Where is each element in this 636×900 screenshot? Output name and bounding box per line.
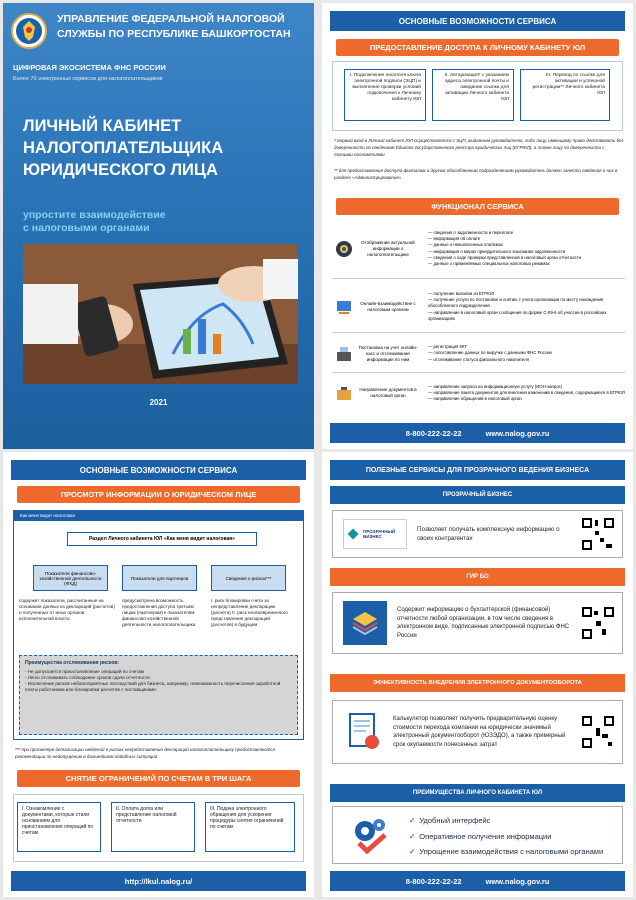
phone-number: 8-800-222-22-22	[405, 876, 462, 886]
access-step-1: I. Подключение носителя ключа электронной подписи (ЭЦП) и выполнение проверки условий подключения к Личному кабинету ЮЛ	[344, 69, 426, 121]
gears-check-icon	[347, 811, 395, 859]
lkul-link[interactable]: http://lkul.nalog.ru/	[124, 876, 193, 886]
pb-header: ПРОЗРАЧНЫЙ БИЗНЕС	[330, 486, 625, 504]
document-icon	[343, 709, 383, 755]
risks-text: I. риск блокировки счета за непредставление декларации (расчета) II. риск несвоевременного представления деклараций (расчетов) в будущем	[211, 598, 288, 627]
features-panel-2	[3, 452, 314, 897]
tablet-photo	[23, 244, 298, 384]
section-title: Раздел Личного кабинета ЮЛ «Как меня видит налоговая»	[67, 532, 257, 546]
limits-header: СНЯТИЕ ОГРАНИЧЕНИЙ ПО СЧЕТАМ В ТРИ ШАГА	[17, 770, 300, 787]
phone-number: 8-800-222-22-22	[405, 428, 462, 438]
advantages-box: Преимущества отслеживания рисков: - Не допускается приостановление операций по счетам - Легко отслеживать соблюдение сроков сдачи отчетности - Исключение рисков неблагоприятных последствий для бизнеса, например, невозможность перечисления заработной платы работникам или блокировки расчетов с поставщиками	[19, 655, 298, 735]
features-header-2: ОСНОВНЫЕ ВОЗМОЖНОСТИ СЕРВИСА	[11, 460, 306, 480]
column-partners: Показатели для партнеров	[122, 565, 197, 591]
pb-logo-icon	[346, 525, 360, 543]
cover-title: ЛИЧНЫЙ КАБИНЕТ НАЛОГОПЛАТЕЛЬЩИКА ЮРИДИЧЕСКОГО ЛИЦА	[23, 117, 224, 179]
site-link[interactable]: www.nalog.gov.ru	[485, 876, 550, 886]
func-row: Отображение актуальной информации о налогоплательщике — сведения о задолженности и переплате — информация об оплате — данные о невыясненных платежах — информация о мерах принудительного взыскания задолженности — сведения о ходе проверки представленной в налоговый орган отчетности — данные о применяемых специальных налоговых режимах	[332, 219, 625, 279]
column-risks: Сведения о рисках***	[211, 565, 286, 591]
check-icon: ✓	[409, 831, 416, 841]
contacts-footer-2	[330, 871, 625, 891]
ecosystem-title: ЦИФРОВАЯ ЭКОСИСТЕМА ФНС РОССИИ	[13, 63, 166, 72]
functions-header: ФУНКЦИОНАЛ СЕРВИСА	[336, 198, 619, 215]
limit-step-1: I. Ознакомление с документами, которые стали основанием для приостановления операций по счетам	[17, 802, 101, 852]
cover-year: 2021	[149, 398, 168, 407]
gir-qr-icon[interactable]	[580, 605, 616, 641]
benefit-item: ✓ Удобный интерфейс	[409, 815, 491, 825]
partners-text: предусмотрена возможность предоставления доступа третьим лицам (партнерам) к показателям финансово-хозяйственной деятельности налогоплательщика	[122, 598, 196, 627]
func-row: Направление документов в налоговый орган — направление запроса на информационную услугу (ИОН-запрос) — направление пакета документов для внесения изменений в сведения, содержащиеся в ЕГРЮЛ — направление обращений в налоговый орган	[332, 375, 625, 411]
gir-logo-icon	[343, 601, 387, 645]
fns-emblem-icon	[11, 13, 47, 49]
check-icon: ✓	[409, 815, 416, 825]
features-panel	[322, 3, 633, 449]
benefit-item: ✓ Упрощение взаимодействия с налоговыми органами	[409, 846, 604, 856]
advantages-card	[332, 806, 623, 864]
access-step-2: II. Авторизация* с указанием адреса электронной почты и ожидание ссылки для активации Личного кабинета ЮЛ	[432, 69, 514, 121]
view-note: *** при просмотре детализации сведений о рисках непредставления деклараций налогоплательщику предоставляются рекомендации по недопущению в дальнейшем подобных ситуаций	[15, 747, 275, 759]
view-tab: Как меня видит налоговая	[14, 511, 303, 521]
site-link[interactable]: www.nalog.gov.ru	[485, 428, 550, 438]
access-header: ПРЕДОСТАВЛЕНИЕ ДОСТУПА К ЛИЧНОМУ КАБИНЕТУ ЮЛ	[336, 39, 619, 56]
access-note-2: ** для предоставления доступа филиалам и другим обособленным подразделениям руководитель должен занести сведения о них в разделе «Администрирование»	[334, 168, 618, 180]
view-header: ПРОСМОТР ИНФОРМАЦИИ О ЮРИДИЧЕСКОМ ЛИЦЕ	[17, 486, 300, 503]
cover-header: УПРАВЛЕНИЕ ФЕДЕРАЛЬНОЙ НАЛОГОВОЙ СЛУЖБЫ ПО РЕСПУБЛИКЕ БАШКОРТОСТАН	[57, 13, 291, 40]
access-note-1: * первый вход в Личный кабинет ЮЛ осуществляется с ЭЦП, выданным руководителю, либо лицу, имеющему право действовать без доверенности по сведениям Единого государственного реестра юридических лиц (ЕГРЮЛ), а также лицу по доверенности с полными полномочиями	[334, 138, 624, 157]
func-row: Онлайн-взаимодействие с налоговым органом — получение выписки из ЕГРЮЛ — получение услуги по постановке и снятию с учета организации по месту нахождения обособленного подразделения — направление в налоговый орган сообщения по форме С-09-6 об участии в российских организациях	[332, 281, 625, 333]
pb-logo: ПРОЗРАЧНЫЙ БИЗНЕС	[343, 519, 407, 549]
cash-register-icon	[332, 335, 356, 372]
column-fhd: Показатели финансово-хозяйственной деятельности (ФХД)	[33, 565, 108, 591]
pb-card	[332, 510, 623, 558]
cover-panel	[3, 3, 314, 449]
contacts-footer	[330, 423, 625, 443]
features-header: ОСНОВНЫЕ ВОЗМОЖНОСТИ СЕРВИСА	[330, 11, 625, 31]
edo-card	[332, 700, 623, 764]
cover-subtitle: упростите взаимодействие с налоговыми органами	[23, 209, 166, 234]
gir-card	[332, 592, 623, 654]
pb-text: Позволяет получать комплексную информацию о своих контрагентах	[417, 526, 560, 542]
briefcase-icon	[332, 375, 356, 411]
services-panel	[322, 452, 633, 897]
edo-qr-icon[interactable]	[580, 714, 616, 750]
gir-header: ГИР БО	[330, 568, 625, 586]
url-footer	[11, 871, 306, 891]
services-header: ПОЛЕЗНЫЕ СЕРВИСЫ ДЛЯ ПРОЗРАЧНОГО ВЕДЕНИЯ БИЗНЕСА	[330, 460, 625, 480]
func-row: Постановка на учет онлайн-касс и отслеживание информации по ним — регистрация ККТ — сопоставление данных по выручке с данными ФНС России — отслеживание статуса фискального накопителя	[332, 335, 625, 373]
pb-qr-icon[interactable]	[580, 516, 616, 552]
eye-icon	[332, 219, 356, 278]
advantages-header: ПРЕИМУЩЕСТВА ЛИЧНОГО КАБИНЕТА ЮЛ	[330, 784, 625, 802]
ecosystem-subtitle: Более 70 электронных сервисов для налогоплательщиков	[13, 76, 163, 82]
limit-step-2: II. Оплата долга или представление налоговой отчетности	[111, 802, 195, 852]
gir-text: Содержит информацию о бухгалтерской (финансовой) отчетности любой организации, в том числе сведения в электронном виде, подписанные электронной подписью ФНС России	[397, 607, 570, 639]
limit-step-3: III. Подача электронного обращения для ускорения процедуры снятия ограничений по счетам	[205, 802, 295, 852]
benefit-item: ✓ Оперативное получение информации	[409, 831, 552, 841]
check-icon: ✓	[409, 846, 416, 856]
exchange-icon	[332, 281, 356, 332]
fhd-text: содержит показатели, рассчитанные на основании данных из деклараций (расчетов) и полученных от иных органов исполнительной власти	[19, 598, 115, 621]
edo-header: ЭФФЕКТИВНОСТЬ ВНЕДРЕНИЯ ЭЛЕКТРОННОГО ДОКУМЕНТООБОРОТА	[330, 674, 625, 692]
access-step-3: III. Переход по ссылке для активации и успешной регистрации** Личного кабинета ЮЛ	[520, 69, 610, 121]
edo-text: Калькулятор позволяет получить предварительную оценку стоимости перехода компании на юридически значимый электронный документооборот (ЮЗЭДО), а также примерный срок окупаемости понесенных затрат	[393, 716, 566, 748]
